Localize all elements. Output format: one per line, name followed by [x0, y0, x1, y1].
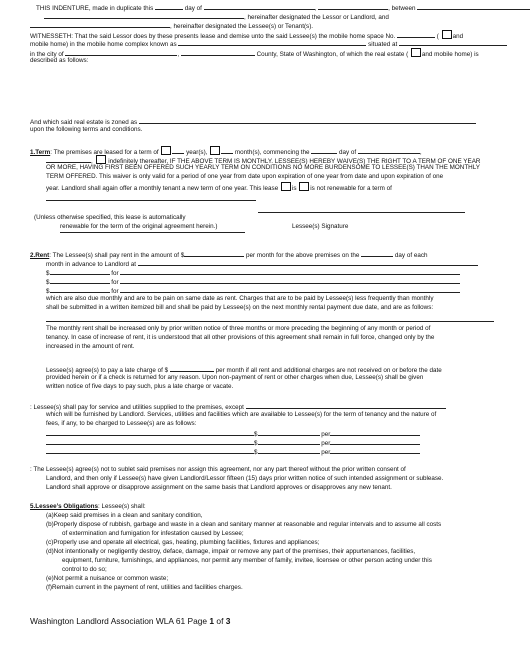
late-line-3: written notice of five days to pay such, plus a late charge or vacate. — [46, 383, 234, 390]
rent-amount-blank[interactable] — [184, 250, 244, 257]
checkbox-mobile-home-2[interactable] — [411, 48, 421, 57]
lessor-line: , hereinafter designated the Lessor or Landlord, and — [44, 12, 389, 23]
zoned-line: And which said real estate is zoned as — [30, 117, 476, 128]
rent-blank-line[interactable] — [46, 321, 494, 322]
term-line-5: year. Landlord shall again offer a monthly tenant a new term of one year. This lease is is not renewable for a term of — [46, 182, 392, 194]
checkbox-indefinitely[interactable] — [96, 155, 106, 164]
increase-line-1: The monthly rent shall be increased only by prior written notice of three months or more preceding the beginning of any month or period of — [46, 325, 431, 332]
lessor-name-blank[interactable] — [44, 12, 244, 19]
year-blank[interactable] — [46, 156, 91, 163]
zoned-blank[interactable] — [139, 117, 476, 124]
obligation-c: (c)Properly use and operate all electrical, gas, heating, plumbing facilities, fixtures and appliances; — [46, 539, 320, 546]
lessee-name-blank[interactable] — [30, 21, 170, 28]
term-blank-line[interactable] — [46, 200, 256, 201]
rent-row: $ for — [46, 277, 460, 288]
service-row: $ per — [46, 438, 420, 449]
situated-blank[interactable] — [399, 39, 507, 46]
unless-line: (Unless otherwise specified, this lease is automatically — [34, 214, 186, 221]
rent-line-2: month in advance to Landlord at — [46, 259, 478, 270]
dayof-blank[interactable] — [358, 147, 420, 154]
sublet-line-1: : The Lessee(s) agree(s) not to sublet said premises nor assign this agreement, nor any part thereof without the prior written consent of — [30, 466, 406, 473]
rent-row: $ for — [46, 286, 460, 297]
commencing-blank[interactable] — [311, 147, 337, 154]
date-blank[interactable] — [155, 3, 183, 10]
witnesseth-line-2: mobile home) in the mobile home complex known as situated at — [30, 39, 507, 50]
obligation-b-2: of extermination and fumigation for infestation caused by Lessee; — [62, 530, 244, 537]
county-blank[interactable] — [181, 49, 255, 56]
between-blank[interactable] — [417, 3, 530, 10]
checkbox-and-mobile-home[interactable] — [442, 30, 452, 39]
landlord-at-blank[interactable] — [138, 259, 478, 266]
obligation-d-2: equipment, furniture, furnishings, and appliances, nor permit any member of family, invitee, licensee or other person acting under this — [62, 557, 432, 564]
checkbox-is-not[interactable] — [299, 182, 309, 191]
witnesseth-line: WITNESSETH: That the said Lessor does by these presents lease and demise unto the said Lessee(s) the mobile home space No. ( and — [30, 30, 463, 42]
services-line-2: which will be furnished by Landlord. Services, utilities and facilities which are available to Lessee(s) for the term of tenancy and the nature of — [46, 411, 437, 418]
obligation-f: (f)Remain current in the payment of rent, utilities and facilities charges. — [46, 584, 243, 591]
term-line-1: 1.Term: The premises are leased for a term of year(s), month(s), commencing the day of , — [30, 146, 422, 158]
increase-line-3: increased in the amount of rent. — [46, 343, 135, 350]
rent-line-7: shall be submitted in a written itemized bill and shall be paid by Lessee(s) on the next monthly rental payment due date, and are as follows: — [46, 304, 434, 311]
services-except-blank[interactable] — [246, 402, 446, 409]
checkbox-is[interactable] — [281, 182, 291, 191]
rent-line-1: 2.Rent: The Lessee(s) shall pay rent in the amount of $ per month for the above premises on the day of each — [30, 252, 428, 259]
late-charge-blank[interactable] — [170, 365, 214, 372]
term-line-4: TERM OFFERED. This waiver is only valid for a period of one year from date upon expiration of one year from date and upon expiration of one — [46, 173, 444, 180]
increase-line-2: tenancy. In case of increase of rent, it is understood that all other provisions of this agreement shall remain in full force, changed only by the — [46, 334, 435, 341]
obligation-d: (d)Not intentionally or negligently destroy, deface, damage, impair or remove any part of the premises, their appurtenances, facilities, — [46, 548, 416, 555]
sublet-line-2: Landlord, and then only if Lessee(s) have given Landlord/Lessor fifteen (15) days prior written notice of such intended assignment or sublease. — [46, 475, 444, 482]
service-row: $ per — [46, 447, 420, 458]
obligation-b: (b)Properly dispose of rubbish, garbage and waste in a clean and sanitary manner at reasonable and regular intervals and to assume all costs — [46, 521, 442, 528]
complex-name-blank[interactable] — [178, 39, 366, 46]
indenture-line: THIS INDENTURE, made in duplicate this day of , , between — [36, 3, 530, 14]
term-line-3: OR MORE, HAVING FIRST BEEN OFFERED SUCH YEARLY TERM ON CONDITIONS NO MORE BURDENSOME TO LESSEE(S) THAN THE MONTHLY — [46, 164, 480, 171]
term-line-2: , indefinitely thereafter, IF THE ABOVE TERM IS MONTHLY. LESSEE(S) HEREBY WAIVE(S) THE RIGHT TO A TERM OF ONE YEAR — [46, 155, 480, 167]
late-line-1: Lessee(s) agree(s) to pay a late charge of $ per month if all rent and additional charges are not received on or before the date — [46, 367, 442, 374]
day-blank[interactable] — [204, 3, 315, 10]
obligation-e: (e)Not permit a nuisance or common waste; — [46, 575, 169, 582]
checkbox-months[interactable] — [210, 146, 220, 155]
checkbox-years[interactable] — [161, 146, 171, 155]
service-row: $ per — [46, 429, 420, 440]
signature-label: Lessee(s) Signature — [292, 223, 349, 230]
services-line-1: : Lessee(s) shall pay for service and utilities supplied to the premises, except — [30, 402, 446, 413]
renewable-line: renewable for the term of the original agreement herein.) — [60, 223, 218, 230]
footer: Washington Landlord Association WLA 61 Page 1 of 3 — [30, 616, 231, 626]
services-line-3: fees, if any, to be charged to Lessee(s) are as follows: — [46, 420, 197, 427]
renewable-blank[interactable] — [60, 232, 245, 233]
rent-row: $ for — [46, 268, 460, 279]
witnesseth-line-3: in the city of , County, State of Washington, of which the real estate ( and mobile home) is — [30, 48, 479, 60]
signature-line[interactable] — [258, 212, 465, 213]
obligation-d-3: control to do so; — [62, 566, 107, 573]
late-line-2: provided herein or if a check is returned for any reason. Upon non-payment of rent or other charges when due, Lessee(s) shall be given — [46, 374, 424, 381]
obligations-heading: 5.Lessee’s Obligations: Lessee(s) shall: — [30, 503, 146, 510]
upon-terms-line: upon the following terms and conditions. — [30, 126, 143, 133]
party-blank[interactable] — [318, 3, 388, 10]
rent-line-6: which are also due monthly and are to be pain on same date as rent. Charges that are to be paid by Lessee(s) less frequently than monthly — [46, 295, 434, 302]
lessee-line: , hereinafter designated the Lessee(s) or Tenant(s). — [30, 21, 313, 32]
sublet-line-3: Landlord shall approve or disapprove assignment on the same basis that Landlord approves or disapproves any new tenant. — [46, 484, 392, 491]
described-line: described as follows: — [30, 57, 89, 64]
city-blank[interactable] — [65, 49, 177, 56]
rent-day-blank[interactable] — [361, 250, 393, 257]
obligation-a: (a)Keep said premises in a clean and sanitary condition, — [46, 512, 203, 519]
space-no-blank[interactable] — [397, 31, 435, 38]
